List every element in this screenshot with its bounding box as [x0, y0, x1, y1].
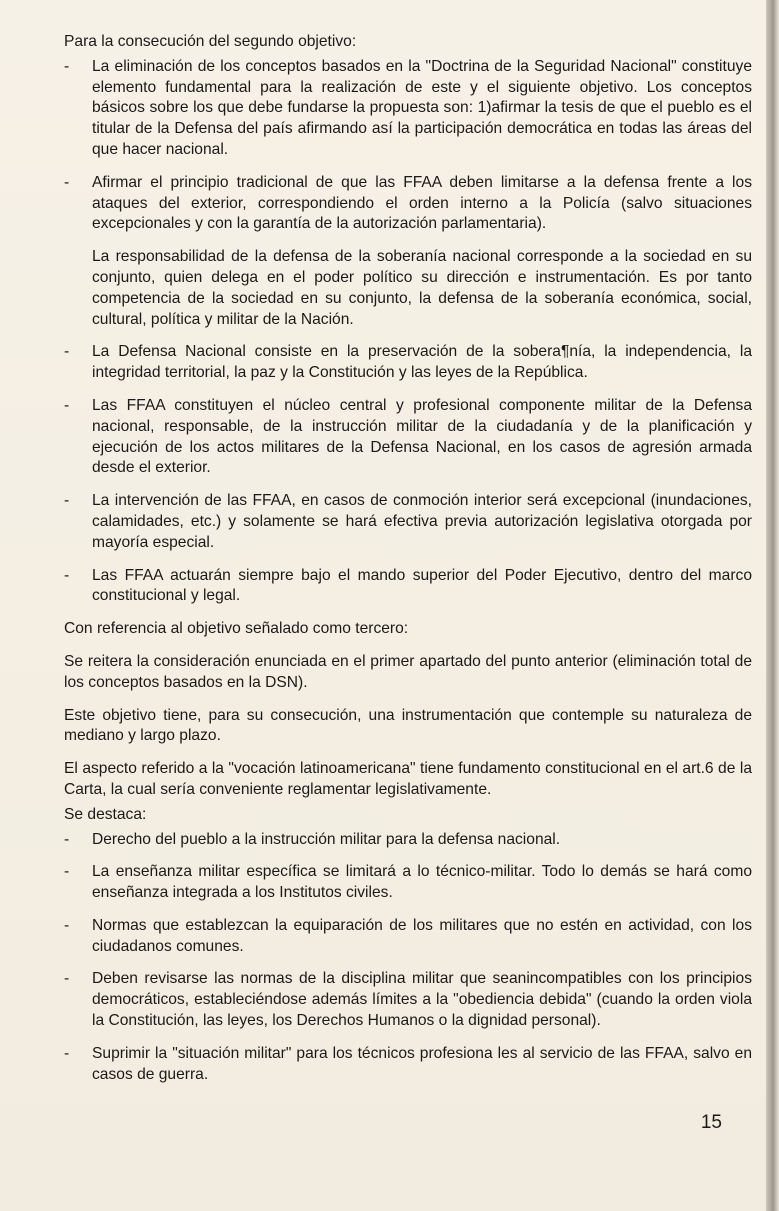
- list-item: [64, 57, 752, 161]
- destaca-heading: Se destaca:: [64, 805, 147, 823]
- second-objective-list: [64, 57, 752, 607]
- list-item: [64, 342, 752, 384]
- list-item-text: La Defensa Nacional consiste en la preservación de la sobera¶nía, la independencia, la integridad territorial, la paz y la Constitución y las leyes de la República.: [92, 343, 752, 382]
- list-item: [64, 969, 752, 1031]
- list-item-text: La intervención de las FFAA, en casos de conmoción interior será excepcional (inundaciones, calamidades, etc.) y solamente se hará efectiva previa autorización legislativa otorgada por mayoría especial.: [92, 492, 752, 551]
- book-page-edge: [766, 0, 779, 1211]
- list-dash: -: [64, 396, 70, 414]
- list-item-text: Las FFAA actuarán siempre bajo el mando superior del Poder Ejecutivo, dentro del marco constitucional y legal.: [92, 566, 752, 605]
- list-dash: -: [64, 916, 70, 934]
- list-dash: -: [64, 492, 70, 510]
- paragraph: El aspecto referido a la "vocación latinoamericana" tiene fundamento constitucional en el art.6 de la Carta, la cual sería conveniente reglamentar legislativamente.: [64, 760, 752, 798]
- third-objective-heading: Con referencia al objetivo señalado como tercero:: [64, 620, 409, 638]
- list-item: [64, 566, 752, 608]
- destaca-list: [64, 830, 752, 1086]
- list-dash: -: [64, 863, 70, 881]
- list-item: [64, 1044, 752, 1086]
- list-dash: -: [64, 343, 70, 361]
- list-item-text: Las FFAA constituyen el núcleo central y profesional componente militar de la Defensa nacional, responsable, de la instrucción militar de la ciudadanía y de la planificación y ejecución de los actos militares de la Defensa Nacional, en los casos de agresión armada desde el exterior.: [92, 396, 752, 477]
- list-item-text: Deben revisarse las normas de la disciplina militar que seanincompatibles con los principios democráticos, estableciéndose además límites a la "obediencia debida" (cuando la orden viola la Constitución, las leyes, los Derechos Humanos o la dignidad personal).: [92, 970, 752, 1030]
- list-item: [64, 247, 752, 330]
- list-item: [64, 173, 752, 235]
- list-item-text: Normas que establezcan la equiparación de los militares que no estén en actividad, con los ciudadanos comunes.: [92, 916, 752, 955]
- list-item-text: La enseñanza militar específica se limitará a lo técnico-militar. Todo lo demás se hará como enseñanza integrada a los Institutos civiles.: [92, 863, 752, 902]
- page-number: 15: [700, 1112, 722, 1133]
- list-item: [64, 830, 752, 851]
- list-item-text: La responsabilidad de la defensa de la soberanía nacional corresponde a la sociedad en su conjunto, quien delega en el poder político su dirección e instrumentación. Es por tanto competencia de la sociedad en su conjunto, la defensa de la soberanía económica, social, cultural, política y militar de la Nación.: [92, 248, 752, 328]
- paragraph: Se reitera la consideración enunciada en el primer apartado del punto anterior (eliminación total de los conceptos basados en la DSN).: [64, 652, 752, 691]
- list-item-text: Derecho del pueblo a la instrucción militar para la defensa nacional.: [92, 830, 561, 848]
- list-item-text: Suprimir la "situación militar" para los técnicos profesiona les al servicio de las FFAA, salvo en casos de guerra.: [92, 1044, 752, 1083]
- list-dash: -: [64, 1044, 70, 1062]
- list-dash: -: [64, 57, 70, 75]
- list-item: [64, 916, 752, 958]
- list-dash: -: [64, 173, 70, 191]
- list-dash: -: [64, 970, 70, 988]
- list-item: [64, 396, 752, 479]
- list-dash: -: [64, 566, 70, 584]
- page-body: [64, 32, 752, 1097]
- list-dash: -: [64, 830, 70, 848]
- list-item: [64, 862, 752, 904]
- list-item-text: La eliminación de los conceptos basados en la "Doctrina de la Seguridad Nacional" constituye elemento fundamental para la realización de este y el siguiente objetivo. Los conceptos básicos sobre los que debe fundarse la propuesta son: 1)afirmar la tesis de que el pueblo es el titular de la Defensa del país afirmando así la participación democrática en todas las áreas del que hacer nacional.: [92, 57, 752, 158]
- list-item: [64, 491, 752, 553]
- paragraph: Este objetivo tiene, para su consecución, una instrumentación que contemple su naturaleza de mediano y largo plazo.: [64, 706, 752, 745]
- list-item-text: Afirmar el principio tradicional de que las FFAA deben limitarse a la defensa frente a los ataques del exterior, correspondiendo el orden interno a la Policía (salvo situaciones excepcionales y con la garantía de la autorización parlamentaria).: [92, 173, 752, 233]
- second-objective-heading: Para la consecución del segundo objetivo:: [64, 33, 357, 50]
